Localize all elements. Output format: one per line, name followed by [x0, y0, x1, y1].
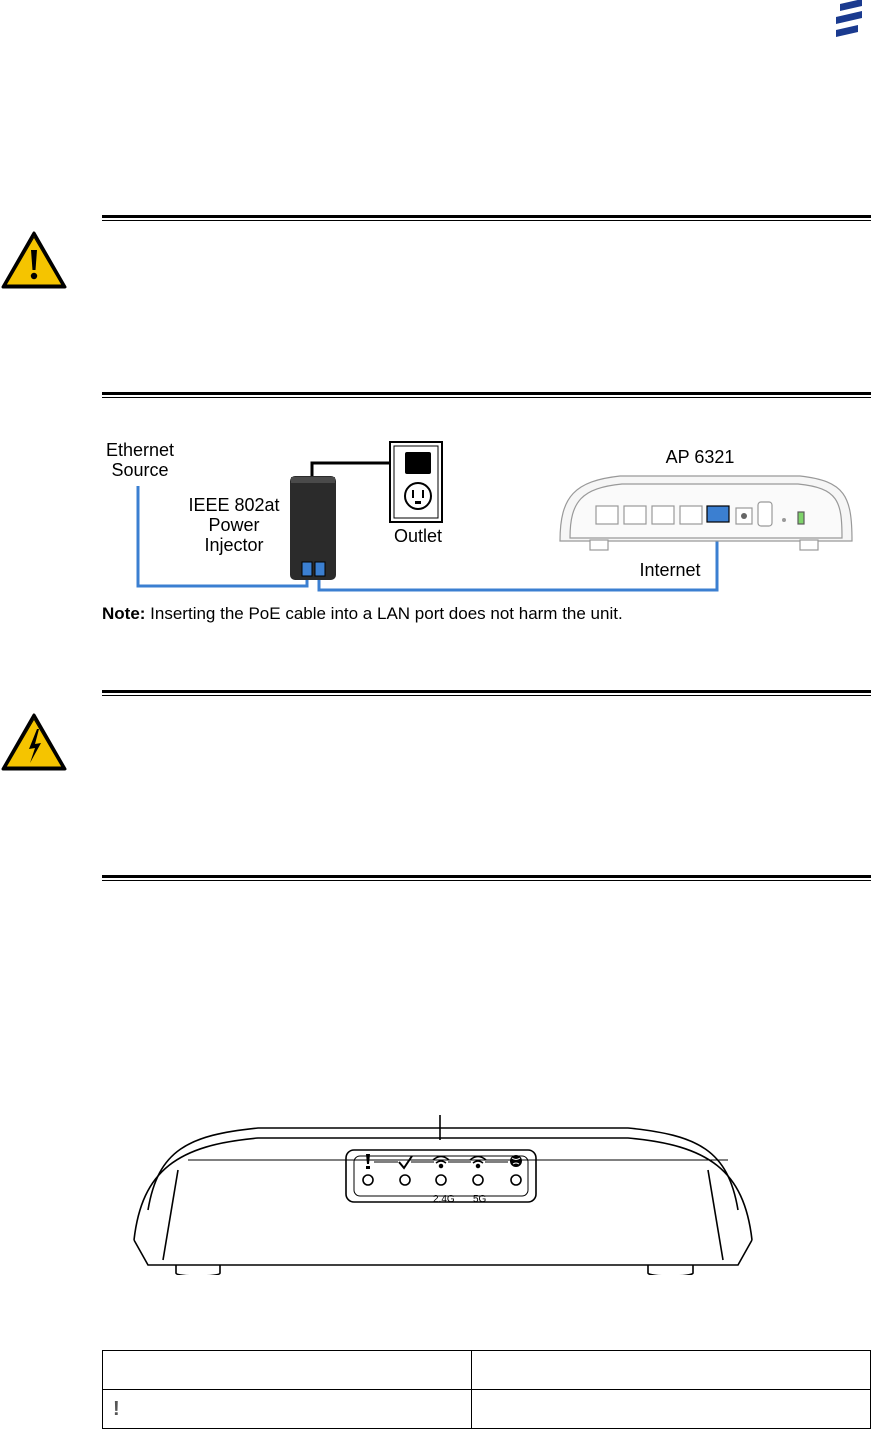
ericsson-logo-icon [832, 0, 866, 42]
ethernet-source-label: Ethernet Source [105, 440, 175, 480]
hazard-rule-top [102, 690, 871, 697]
caution-rule-top [102, 215, 871, 222]
electrical-hazard-icon [0, 712, 68, 772]
table-cell [472, 1390, 871, 1429]
wifi-icon [433, 1157, 449, 1168]
checkmark-icon [399, 1156, 412, 1168]
table-row [103, 1351, 871, 1390]
caution-rule-bottom [102, 392, 871, 399]
injector-data-in-port [302, 562, 312, 576]
outlet-plug [405, 452, 431, 474]
poe-note [102, 604, 623, 624]
led-status-table [102, 1350, 871, 1429]
hazard-rule-bottom [102, 875, 871, 882]
table-cell [103, 1351, 472, 1390]
ap-internet-port [707, 506, 729, 522]
injector-label: IEEE 802at Power Injector [188, 495, 280, 555]
ap-rear-view [560, 476, 852, 550]
caution-exclamation-icon [0, 230, 68, 290]
ap-front-panel [128, 1110, 758, 1275]
ap-model-label: AP 6321 [665, 447, 735, 467]
table-cell [472, 1351, 871, 1390]
globe-icon [510, 1155, 522, 1167]
note-label: Note: [102, 604, 146, 623]
note-text: Inserting the PoE cable into a LAN port does not harm the unit. [145, 604, 623, 623]
label-24g: 2.4G [433, 1194, 455, 1205]
wifi-icon [470, 1157, 486, 1168]
label-5g: 5G [473, 1194, 487, 1205]
table-cell-led-icon [103, 1390, 472, 1429]
internet-label: Internet [639, 560, 701, 580]
outlet-label: Outlet [393, 526, 443, 546]
power-injector-body [290, 476, 336, 580]
injector-poe-out-port [315, 562, 325, 576]
exclamation-icon [366, 1154, 370, 1169]
table-row [103, 1390, 871, 1429]
exclamation-icon: ! [113, 1397, 120, 1420]
poe-connection-diagram [100, 436, 860, 626]
